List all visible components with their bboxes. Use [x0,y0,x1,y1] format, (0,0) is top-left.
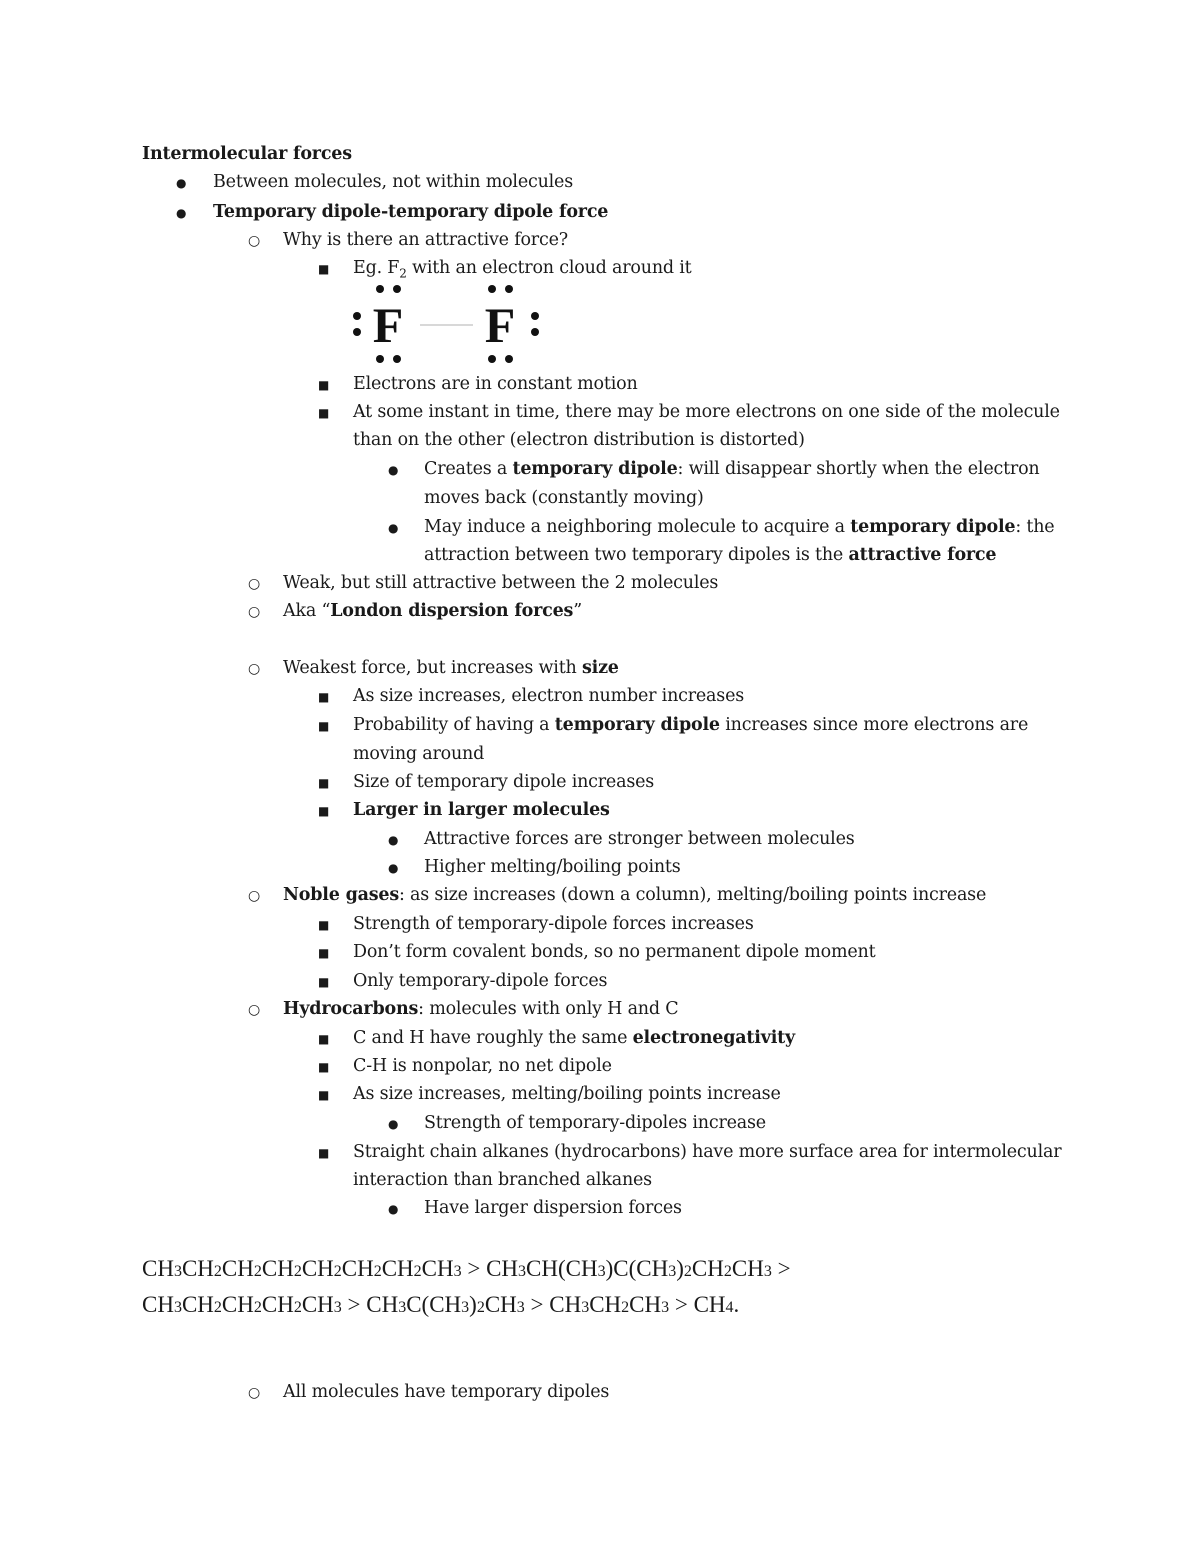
fluorine-atom-left: F [372,297,404,353]
list-item-continued: moving around [353,744,485,764]
formula-text: CH [142,1256,174,1281]
formula-text: CH [421,1256,454,1281]
formula-subscript: 2 [293,1263,302,1280]
formula-text: CH [341,1256,374,1281]
bullet-square [318,398,329,427]
bullet-circle [248,881,260,910]
formula-subscript: 2 [413,1263,422,1280]
f2-lewis-structure [345,280,555,370]
formula-subscript: 2 [683,1263,692,1280]
bullet-disc [388,825,398,854]
formula-text: CH [731,1256,764,1281]
alkane-order-formula-line-1 [142,1252,791,1289]
formula-subscript: 2 [213,1299,222,1316]
formula-subscript: 3 [453,1263,462,1280]
formula-subscript: 3 [516,1299,525,1316]
bullet-circle [248,995,260,1024]
formula-text: > CH [524,1292,582,1317]
formula-text: CH [484,1292,517,1317]
bullet-square [318,796,329,825]
list-item: Noble gases: as size increases (down a column), melting/boiling points increase [283,885,987,905]
bullet-square [318,768,329,797]
list-item: Eg. $F_2$ with an electron cloud around it [353,258,692,281]
list-item: Why is there an attractive force? [283,230,568,250]
formula-text: ) [676,1256,684,1281]
formula-text: . [733,1292,740,1317]
list-item: May induce a neighboring molecule to acquire a temporary dipole: the [424,517,1055,537]
list-item: At some instant in time, there may be more electrons on one side of the molecule [353,402,1060,422]
list-item: Between molecules, not within molecules [213,172,573,192]
list-item: As size increases, melting/boiling points increase [353,1084,781,1104]
list-item: Straight chain alkanes (hydrocarbons) have more surface area for intermolecular [353,1142,1062,1162]
formula-subscript: 3 [333,1299,342,1316]
list-item: Hydrocarbons: molecules with only H and C [283,999,679,1019]
formula-subscript: 3 [518,1263,527,1280]
list-item: Have larger dispersion forces [424,1198,682,1218]
formula-text: CH [221,1256,254,1281]
bullet-square [318,254,329,283]
bullet-circle [248,226,260,255]
fluorine-atom-right: F [484,297,516,353]
formula-subscript: 3 [461,1299,470,1316]
bullet-square [318,1052,329,1081]
formula-text: CH [691,1256,724,1281]
formula-subscript: 3 [597,1263,606,1280]
bullet-circle [248,1378,260,1407]
formula-subscript: 2 [333,1263,342,1280]
list-item: Attractive forces are stronger between molecules [424,829,855,849]
list-item: Strength of temporary-dipole forces increases [353,914,754,934]
formula-subscript: 3 [398,1299,407,1316]
formula-text: > CH [341,1292,399,1317]
bullet-disc [176,168,186,197]
formula-subscript: 2 [293,1299,302,1316]
formula-subscript: 2 [621,1299,630,1316]
formula-subscript: 3 [763,1263,772,1280]
bullet-circle [248,654,260,683]
formula-text: CH [301,1256,334,1281]
list-item: Higher melting/boiling points [424,857,681,877]
formula-subscript: 3 [581,1299,590,1316]
list-item-continued: attraction between two temporary dipoles is the attractive force [424,545,997,565]
list-item: Weakest force, but increases with size [283,658,619,678]
bullet-circle [248,569,260,598]
bullet-square [318,938,329,967]
bullet-disc [176,198,186,227]
list-item-continued: moves back (constantly moving) [424,488,704,508]
formula-subscript: 3 [661,1299,670,1316]
list-item: Strength of temporary-dipoles increase [424,1113,766,1133]
bullet-disc [388,1109,398,1138]
formula-text: ) [469,1292,477,1317]
formula-text: C(CH [406,1292,462,1317]
bullet-square [318,711,329,740]
formula-text: CH [381,1256,414,1281]
bullet-disc [388,853,398,882]
bullet-square [318,1024,329,1053]
formula-text: CH [142,1292,174,1317]
alkane-order-formula-line-2 [142,1288,739,1325]
bullet-square [318,370,329,399]
formula-subscript: 2 [213,1263,222,1280]
formula-subscript: 2 [723,1263,732,1280]
heading: Intermolecular forces [142,144,352,164]
formula-text: CH [589,1292,622,1317]
list-item: Electrons are in constant motion [353,374,638,394]
formula-text: CH [261,1292,294,1317]
formula-subscript: 2 [476,1299,485,1316]
formula-text: CH [181,1256,214,1281]
formula-text: CH [221,1292,254,1317]
list-item: Probability of having a temporary dipole increases since more electrons are [353,715,1029,735]
formula-text: CH [301,1292,334,1317]
bullet-disc [388,1194,398,1223]
formula-subscript: 3 [173,1299,182,1316]
list-item-continued: interaction than branched alkanes [353,1170,652,1190]
formula-text: CH [629,1292,662,1317]
formula-text: CH [261,1256,294,1281]
list-item: Size of temporary dipole increases [353,772,655,792]
formula-text: > CH [669,1292,726,1317]
bullet-disc [388,455,398,484]
bullet-square [318,910,329,939]
list-item: C and H have roughly the same electronegativity [353,1028,795,1048]
list-item: Larger in larger molecules [353,800,610,820]
list-item: Aka “London dispersion forces” [283,601,582,621]
formula-subscript: 4 [725,1299,734,1316]
formula-text: CH(CH [526,1256,598,1281]
formula-subscript: 2 [253,1299,262,1316]
formula-text: CH [181,1292,214,1317]
formula-subscript: 2 [253,1263,262,1280]
list-item: Creates a temporary dipole: will disappear shortly when the electron [424,459,1040,479]
formula-subscript: 3 [173,1263,182,1280]
bullet-square [318,682,329,711]
formula-subscript: 3 [668,1263,677,1280]
list-item: Only temporary-dipole forces [353,971,608,991]
list-item: All molecules have temporary dipoles [283,1382,610,1402]
bullet-square [318,1138,329,1167]
list-item: Weak, but still attractive between the 2 molecules [283,573,719,593]
list-item-continued: than on the other (electron distribution is distorted) [353,430,805,450]
bullet-disc [388,513,398,542]
formula-text: > [771,1256,791,1281]
formula-subscript: 2 [373,1263,382,1280]
list-item: As size increases, electron number increases [353,686,745,706]
formula-text: > CH [461,1256,519,1281]
list-item: C-H is nonpolar, no net dipole [353,1056,612,1076]
list-item: Don’t form covalent bonds, so no permanent dipole moment [353,942,876,962]
bullet-square [318,967,329,996]
formula-text: )C(CH [605,1256,669,1281]
list-item: Temporary dipole-temporary dipole force [213,202,609,222]
bullet-circle [248,597,260,626]
bullet-square [318,1080,329,1109]
